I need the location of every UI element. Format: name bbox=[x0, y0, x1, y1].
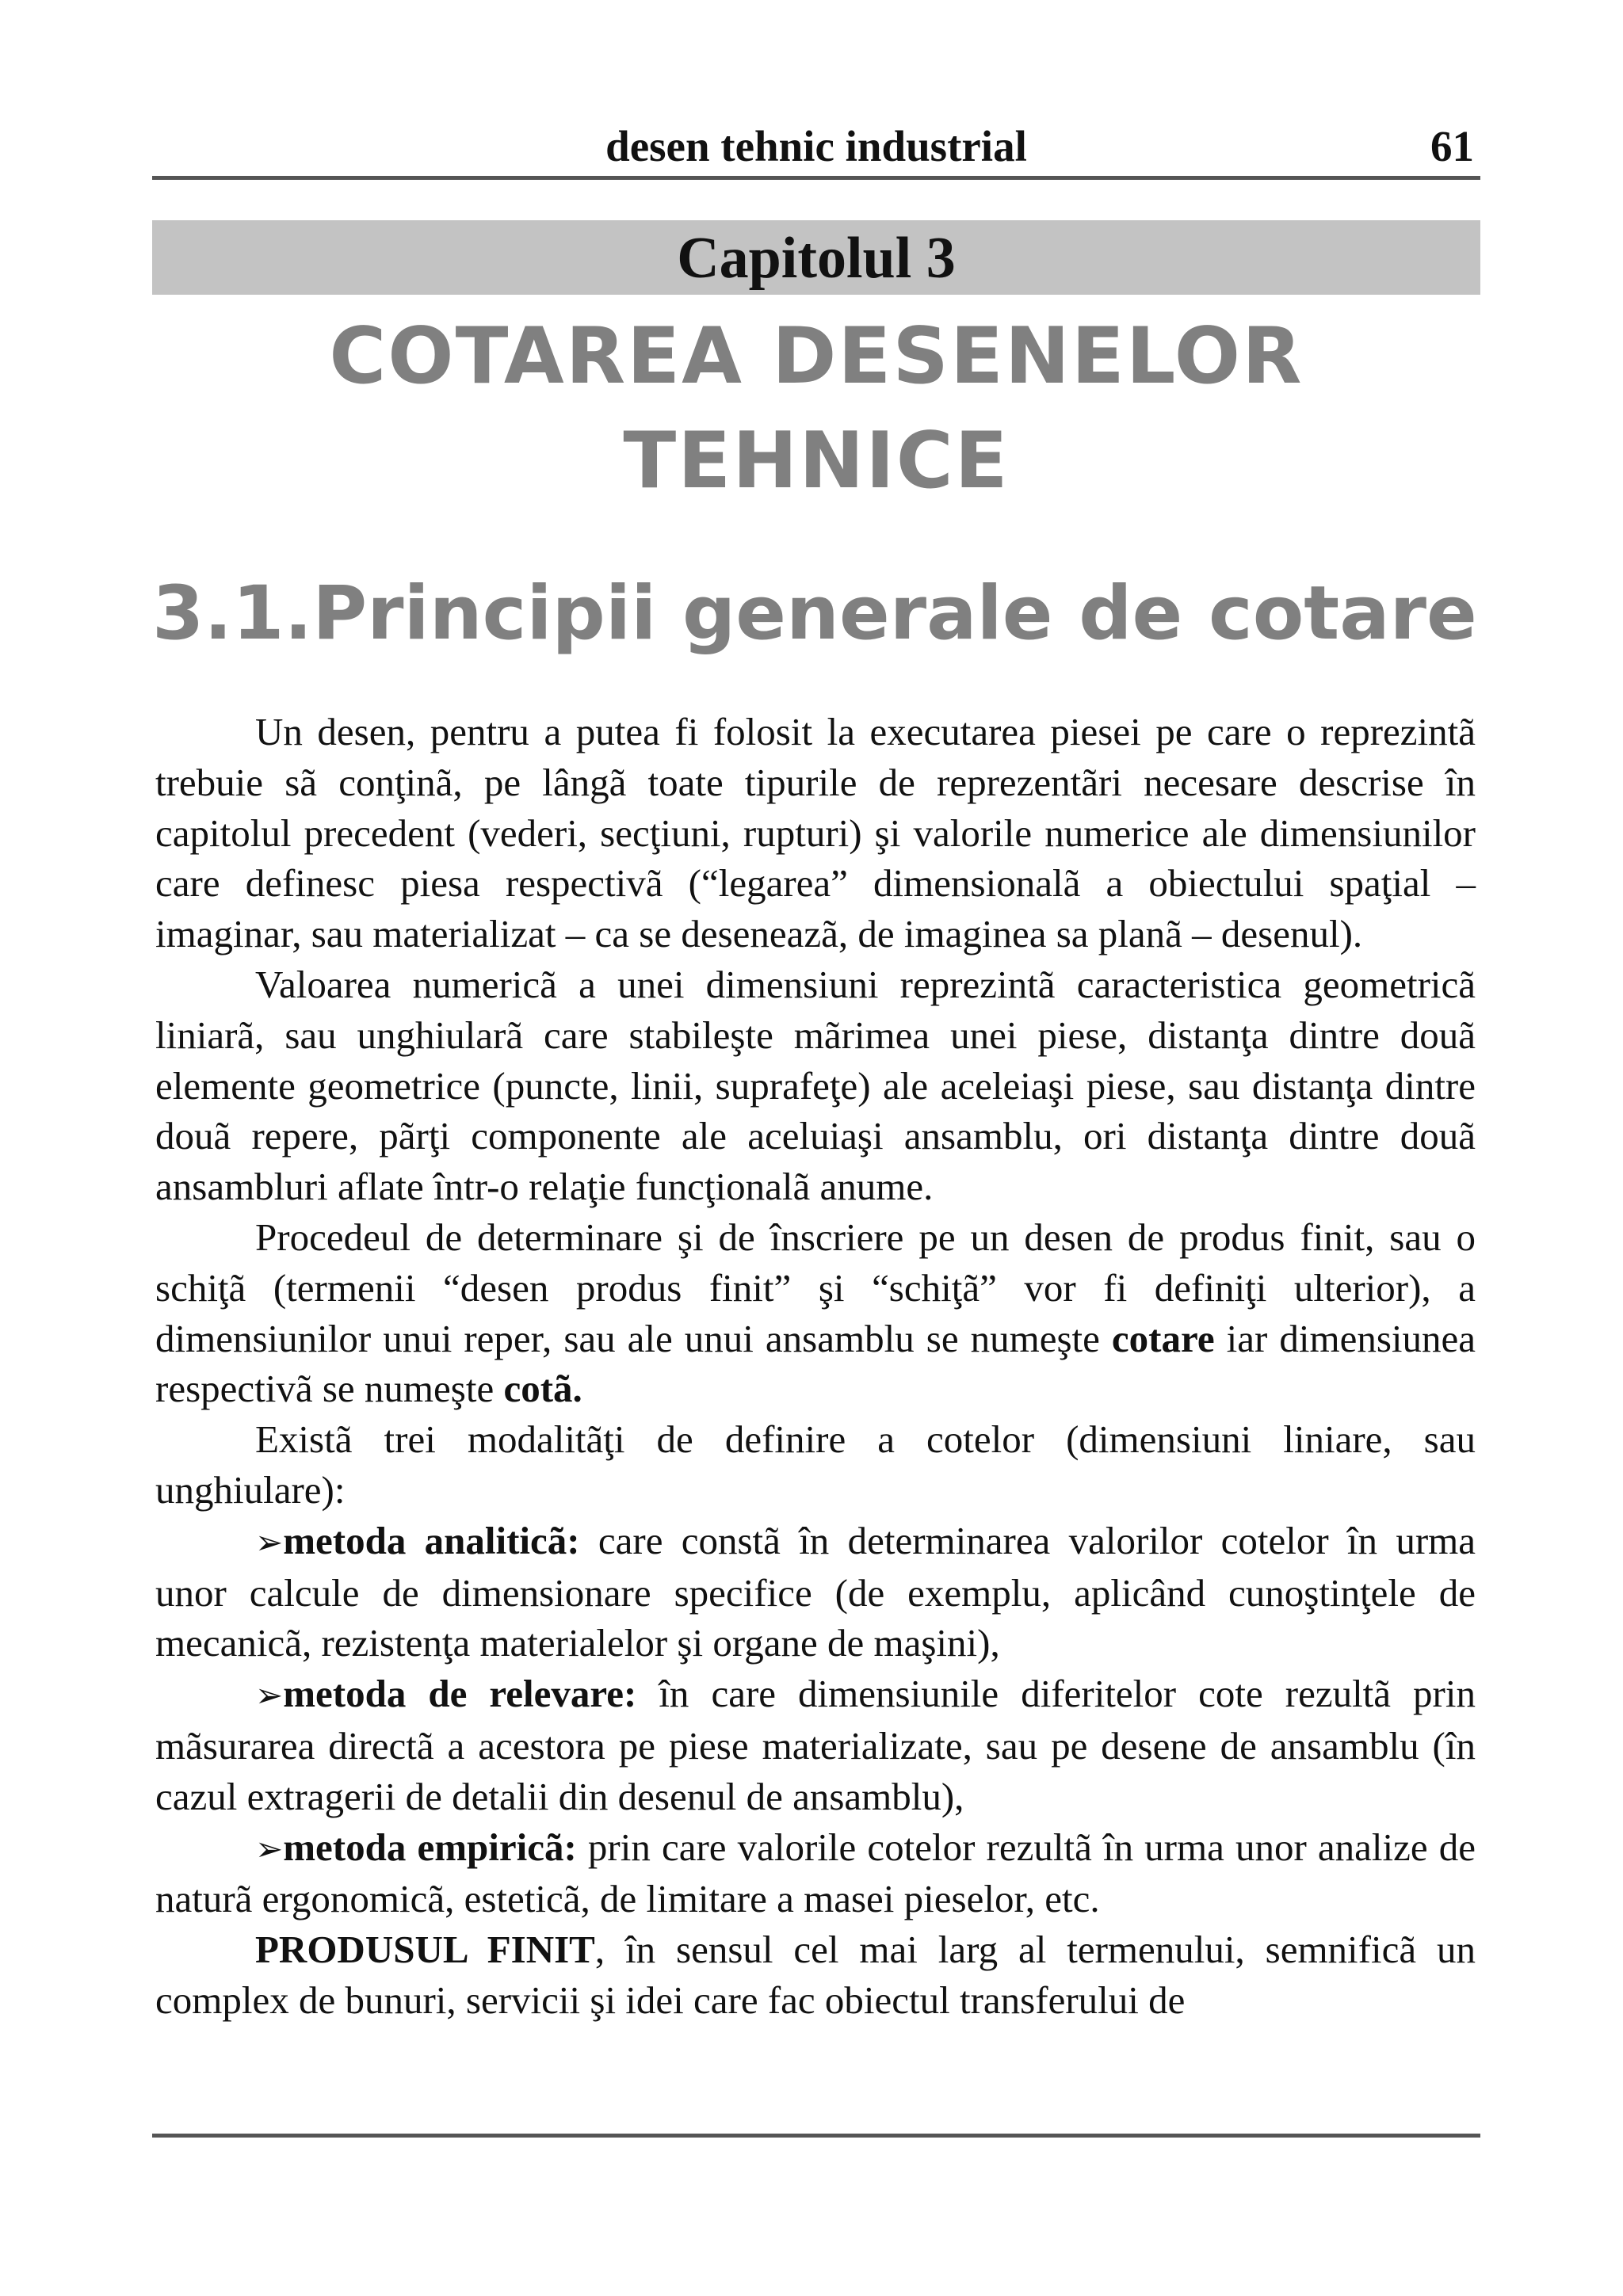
paragraph-2: Valoarea numericã a unei dimensiuni reprezintã caracteristica geometricã liniarã, sau unghiularã care stabileşte mãrimea unei piese, distanţa dintre douã elemente geometrice (puncte, linii, suprafeţe) ale aceleiaşi piese, sau distanţa dintre douã repere, pãrţi componente ale aceluiaşi ansamblu, ori distanţa dintre douã ansambluri aflate într-o relaţie funcţionalã anume. bbox=[155, 962, 1476, 1209]
bullet-term: metoda de relevare: bbox=[283, 1672, 637, 1716]
section-heading: 3.1.Principii generale de cotare bbox=[152, 570, 1477, 657]
paragraph-1: Un desen, pentru a putea fi folosit la executarea piesei pe care o reprezintã trebuie sã conţinã, pe lângã toate tipurile de reprezentãri necesare descrise în capitolul precedent (vederi, secţiuni, rupturi) şi valorile numerice ale dimensiunilor care definesc piesa respectivã (“legarea” dimensionalã a obiectului spaţial – imaginar, sau materializat – ca se deseneazã, de imaginea sa planã – desenul). bbox=[155, 710, 1476, 956]
chapter-title-line1: COTAREA DESENELOR bbox=[329, 311, 1304, 402]
running-header bbox=[152, 119, 1480, 174]
term-produsul-finit: PRODUSUL FINIT bbox=[255, 1928, 595, 1972]
term-cota: cotã. bbox=[503, 1367, 582, 1411]
chapter-title bbox=[152, 304, 1480, 513]
term-cotare: cotare bbox=[1111, 1316, 1215, 1360]
footer-rule bbox=[152, 2134, 1480, 2138]
list-item bbox=[155, 1669, 1476, 1821]
paragraph-3-text-b: iar dimensiunea respectivã se numeşte bbox=[155, 1316, 1476, 1411]
list-item bbox=[155, 1516, 1476, 1669]
paragraph-4: Existã trei modalitãţi de definire a cotelor (dimensiuni liniare, sau unghiulare): bbox=[155, 1417, 1476, 1512]
paragraph-3-text-a: Procedeul de determinare şi de înscriere pe un desen de produs finit, sau o schiţã (termenii “desen produs finit” şi “schiţã” vor fi definiţi ulterior), a dimensiunilor unui reper, sau ale unui ansamblu se numeşte bbox=[155, 1215, 1476, 1360]
bullet-term: metoda empiricã: bbox=[283, 1825, 577, 1869]
body-text bbox=[155, 707, 1476, 2026]
arrow-bullet-icon: ➢ bbox=[255, 1829, 284, 1868]
chapter-label: Capitolul 3 bbox=[677, 226, 956, 291]
paragraph-5 bbox=[155, 1924, 1476, 2026]
header-rule bbox=[152, 176, 1480, 180]
running-title: desen tehnic industrial bbox=[605, 122, 1027, 170]
chapter-band bbox=[152, 220, 1480, 295]
chapter-title-line2: TEHNICE bbox=[623, 416, 1010, 506]
arrow-bullet-icon: ➢ bbox=[255, 1676, 284, 1715]
page-number: 61 bbox=[1430, 122, 1474, 170]
arrow-bullet-icon: ➢ bbox=[255, 1522, 284, 1562]
bullet-text: care constã în determinarea valorilor cotelor în urma unor calcule de dimensionare specifice (de exemplu, aplicând cunoştinţele de mecanicã, rezistenţa materialelor şi organe de maşini), bbox=[155, 1518, 1476, 1665]
bullet-text: în care dimensiunile diferitelor cote rezultã prin mãsurarea directã a acestora pe piese materializate, sau pe desene de ansamblu (în cazul extragerii de detalii din desenul de ansamblu), bbox=[155, 1672, 1476, 1818]
paragraph-5-text: , în sensul cel mai larg al termenului, semnificã un complex de bunuri, servicii şi idei care fac obiectul transferului de bbox=[155, 1928, 1476, 2022]
bullet-text: prin care valorile cotelor rezultã în urma unor analize de naturã ergonomicã, esteticã, de limitare a masei pieselor, etc. bbox=[155, 1825, 1476, 1921]
bullet-term: metoda analiticã: bbox=[283, 1518, 580, 1562]
list-item bbox=[155, 1822, 1476, 1925]
paragraph-3 bbox=[155, 1212, 1476, 1414]
